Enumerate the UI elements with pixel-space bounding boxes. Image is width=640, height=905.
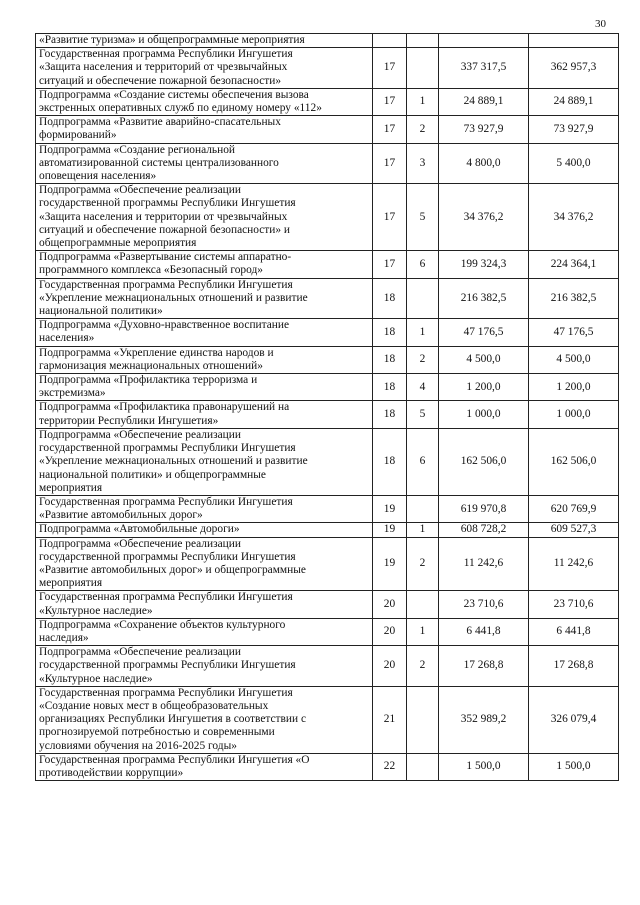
program-code-cell: 19 (373, 495, 407, 522)
program-name-cell (36, 319, 373, 346)
program-name-line: государственной программы Республики Ингушетия (39, 659, 296, 672)
program-name-line: гармонизация межнациональных отношений» (39, 359, 263, 372)
program-name-line: «Защита населения и территории от чрезвычайных (39, 210, 288, 223)
program-code-cell: 19 (373, 523, 407, 537)
subprogram-code-cell: 6 (407, 428, 439, 495)
amount-1-cell: 17 268,8 (439, 646, 529, 687)
amount-1-cell: 34 376,2 (439, 184, 529, 251)
program-code-cell: 17 (373, 48, 407, 89)
program-name-line: национальной политики» (39, 305, 163, 318)
program-code-cell: 21 (373, 686, 407, 753)
amount-2-cell: 609 527,3 (529, 523, 619, 537)
program-name-line: ситуаций и обеспечение пожарной безопасности» (39, 74, 282, 87)
program-name-line: Государственная программа Республики Ингушетия (39, 591, 293, 604)
subprogram-code-cell (407, 495, 439, 522)
program-name-line: населения» (39, 332, 95, 345)
table-row (36, 646, 619, 687)
program-code-cell: 17 (373, 116, 407, 143)
program-name-cell (36, 753, 373, 780)
program-code-cell: 20 (373, 591, 407, 618)
amount-1-cell: 619 970,8 (439, 495, 529, 522)
table-row (36, 143, 619, 184)
table-row (36, 346, 619, 373)
program-name-line: экстренных оперативных служб по единому номеру «112» (39, 102, 322, 115)
program-name-line: Государственная программа Республики Ингушетия (39, 48, 293, 61)
amount-2-cell: 1 200,0 (529, 374, 619, 401)
program-name-line: мероприятия (39, 577, 103, 590)
program-name-line: государственной программы Республики Ингушетия (39, 197, 296, 210)
program-name-line: территории Республики Ингушетия» (39, 414, 219, 427)
table-row (36, 34, 619, 48)
table-row (36, 753, 619, 780)
program-name-line: Подпрограмма «Обеспечение реализации (39, 537, 241, 550)
table-body (36, 34, 619, 781)
subprogram-code-cell: 5 (407, 401, 439, 428)
amount-2-cell: 5 400,0 (529, 143, 619, 184)
amount-2-cell: 1 500,0 (529, 753, 619, 780)
subprogram-code-cell: 2 (407, 116, 439, 143)
program-name-cell (36, 251, 373, 278)
program-name-cell (36, 686, 373, 753)
program-name-line: Государственная программа Республики Ингушетия (39, 686, 293, 699)
subprogram-code-cell: 1 (407, 618, 439, 645)
table-row (36, 537, 619, 591)
table-row (36, 523, 619, 537)
subprogram-code-cell (407, 753, 439, 780)
amount-2-cell: 17 268,8 (529, 646, 619, 687)
program-name-line: Государственная программа Республики Ингушетия (39, 495, 293, 508)
program-name-line: «Культурное наследие» (39, 672, 153, 685)
program-name-line: «Культурное наследие» (39, 604, 153, 617)
program-name-line: автоматизированной системы централизованного (39, 156, 279, 169)
program-code-cell: 22 (373, 753, 407, 780)
amount-2-cell: 224 364,1 (529, 251, 619, 278)
subprogram-code-cell: 1 (407, 523, 439, 537)
program-name-cell (36, 88, 373, 115)
table-row (36, 591, 619, 618)
program-name-line: оповещения населения» (39, 170, 157, 183)
program-code-cell: 18 (373, 278, 407, 319)
subprogram-code-cell (407, 48, 439, 89)
program-code-cell: 19 (373, 537, 407, 591)
table-row (36, 48, 619, 89)
program-code-cell: 18 (373, 319, 407, 346)
program-name-cell (36, 428, 373, 495)
amount-1-cell: 352 989,2 (439, 686, 529, 753)
amount-2-cell: 162 506,0 (529, 428, 619, 495)
program-name-cell (36, 495, 373, 522)
program-name-cell (36, 537, 373, 591)
subprogram-code-cell (407, 34, 439, 48)
table-row (36, 686, 619, 753)
program-name-cell (36, 523, 373, 537)
program-name-line: условиями обучения на 2016-2025 годы» (39, 739, 237, 752)
program-code-cell: 20 (373, 618, 407, 645)
program-name-cell (36, 184, 373, 251)
program-name-line: Подпрограмма «Сохранение объектов культурного (39, 618, 286, 631)
program-name-line: Подпрограмма «Обеспечение реализации (39, 646, 241, 659)
program-name-cell (36, 618, 373, 645)
program-code-cell (373, 34, 407, 48)
program-code-cell: 18 (373, 401, 407, 428)
table-row (36, 374, 619, 401)
program-name-line: «Создание новых мест в общеобразовательных (39, 699, 269, 712)
program-name-line: государственной программы Республики Ингушетия (39, 550, 296, 563)
subprogram-code-cell (407, 591, 439, 618)
program-name-line: «Защита населения и территорий от чрезвычайных (39, 61, 288, 74)
amount-1-cell: 199 324,3 (439, 251, 529, 278)
amount-1-cell: 216 382,5 (439, 278, 529, 319)
program-name-line: Подпрограмма «Обеспечение реализации (39, 184, 241, 197)
table-row (36, 184, 619, 251)
program-name-cell (36, 646, 373, 687)
amount-2-cell: 73 927,9 (529, 116, 619, 143)
program-name-line: организациях Республики Ингушетия в соответствии с (39, 713, 306, 726)
program-name-line: мероприятия (39, 481, 103, 494)
subprogram-code-cell: 1 (407, 88, 439, 115)
program-name-line: «Развитие автомобильных дорог» (39, 509, 203, 522)
program-code-cell: 20 (373, 646, 407, 687)
program-name-cell (36, 401, 373, 428)
program-name-cell (36, 591, 373, 618)
program-name-line: «Укрепление межнациональных отношений и развитие (39, 455, 308, 468)
amount-1-cell: 608 728,2 (439, 523, 529, 537)
subprogram-code-cell: 2 (407, 646, 439, 687)
table-row (36, 88, 619, 115)
program-name-cell (36, 143, 373, 184)
program-name-line: прогнозируемой потребностью и современными (39, 726, 275, 739)
subprogram-code-cell: 6 (407, 251, 439, 278)
table-row (36, 116, 619, 143)
program-name-cell (36, 34, 373, 48)
amount-1-cell: 337 317,5 (439, 48, 529, 89)
program-name-cell (36, 346, 373, 373)
program-name-line: Подпрограмма «Развитие аварийно-спасательных (39, 116, 281, 129)
program-name-line: наследия» (39, 631, 89, 644)
program-name-line: Подпрограмма «Укрепление единства народов и (39, 346, 274, 359)
program-name-line: Подпрограмма «Создание региональной (39, 143, 235, 156)
amount-2-cell: 11 242,6 (529, 537, 619, 591)
program-name-cell (36, 48, 373, 89)
amount-2-cell: 620 769,9 (529, 495, 619, 522)
table-row (36, 278, 619, 319)
program-name-line: ситуаций и обеспечение пожарной безопасности» и (39, 223, 291, 236)
program-code-cell: 17 (373, 184, 407, 251)
amount-2-cell: 47 176,5 (529, 319, 619, 346)
table-row (36, 319, 619, 346)
program-name-cell (36, 116, 373, 143)
amount-1-cell: 24 889,1 (439, 88, 529, 115)
program-name-line: Подпрограмма «Обеспечение реализации (39, 428, 241, 441)
amount-2-cell: 1 000,0 (529, 401, 619, 428)
subprogram-code-cell: 3 (407, 143, 439, 184)
program-name-cell (36, 278, 373, 319)
amount-2-cell: 6 441,8 (529, 618, 619, 645)
amount-2-cell: 362 957,3 (529, 48, 619, 89)
program-name-line: общепрограммные мероприятия (39, 237, 197, 250)
table-row (36, 428, 619, 495)
program-code-cell: 18 (373, 374, 407, 401)
subprogram-code-cell (407, 278, 439, 319)
amount-2-cell: 326 079,4 (529, 686, 619, 753)
amount-2-cell: 4 500,0 (529, 346, 619, 373)
program-name-line: Подпрограмма «Духовно-нравственное воспитание (39, 319, 290, 332)
amount-1-cell (439, 34, 529, 48)
program-name-cell (36, 374, 373, 401)
program-name-line: Подпрограмма «Создание системы обеспечения вызова (39, 88, 309, 101)
amount-2-cell: 23 710,6 (529, 591, 619, 618)
subprogram-code-cell (407, 686, 439, 753)
page-number: 30 (595, 18, 606, 30)
program-name-line: Подпрограмма «Автомобильные дороги» (39, 523, 240, 536)
program-name-line: национальной политики» и общепрограммные (39, 468, 266, 481)
budget-table (35, 33, 619, 781)
program-name-line: «Развитие туризма» и общепрограммные мероприятия (39, 34, 305, 46)
program-code-cell: 17 (373, 251, 407, 278)
amount-2-cell: 34 376,2 (529, 184, 619, 251)
amount-1-cell: 23 710,6 (439, 591, 529, 618)
amount-1-cell: 4 800,0 (439, 143, 529, 184)
subprogram-code-cell: 1 (407, 319, 439, 346)
program-name-line: экстремизма» (39, 387, 106, 400)
program-name-line: государственной программы Республики Ингушетия (39, 442, 296, 455)
subprogram-code-cell: 5 (407, 184, 439, 251)
amount-1-cell: 6 441,8 (439, 618, 529, 645)
program-name-line: Государственная программа Республики Ингушетия «О (39, 753, 310, 766)
table-row (36, 251, 619, 278)
amount-1-cell: 1 200,0 (439, 374, 529, 401)
amount-1-cell: 73 927,9 (439, 116, 529, 143)
amount-1-cell: 11 242,6 (439, 537, 529, 591)
program-code-cell: 17 (373, 143, 407, 184)
amount-2-cell: 216 382,5 (529, 278, 619, 319)
amount-1-cell: 4 500,0 (439, 346, 529, 373)
program-name-line: Подпрограмма «Развертывание системы аппаратно- (39, 251, 292, 264)
program-code-cell: 17 (373, 88, 407, 115)
amount-2-cell (529, 34, 619, 48)
program-name-line: формирований» (39, 129, 117, 142)
program-code-cell: 18 (373, 346, 407, 373)
amount-1-cell: 1 500,0 (439, 753, 529, 780)
table-row (36, 618, 619, 645)
table-row (36, 401, 619, 428)
program-name-line: противодействии коррупции» (39, 766, 184, 779)
amount-1-cell: 47 176,5 (439, 319, 529, 346)
amount-1-cell: 162 506,0 (439, 428, 529, 495)
subprogram-code-cell: 4 (407, 374, 439, 401)
program-name-line: Подпрограмма «Профилактика терроризма и (39, 374, 258, 387)
amount-1-cell: 1 000,0 (439, 401, 529, 428)
table-row (36, 495, 619, 522)
program-name-line: «Укрепление межнациональных отношений и развитие (39, 291, 308, 304)
program-name-line: Государственная программа Республики Ингушетия (39, 278, 293, 291)
program-code-cell: 18 (373, 428, 407, 495)
program-name-line: Подпрограмма «Профилактика правонарушений на (39, 401, 290, 414)
amount-2-cell: 24 889,1 (529, 88, 619, 115)
program-name-line: программного комплекса «Безопасный город» (39, 264, 263, 277)
program-name-line: «Развитие автомобильных дорог» и общепрограммные (39, 563, 306, 576)
subprogram-code-cell: 2 (407, 346, 439, 373)
subprogram-code-cell: 2 (407, 537, 439, 591)
